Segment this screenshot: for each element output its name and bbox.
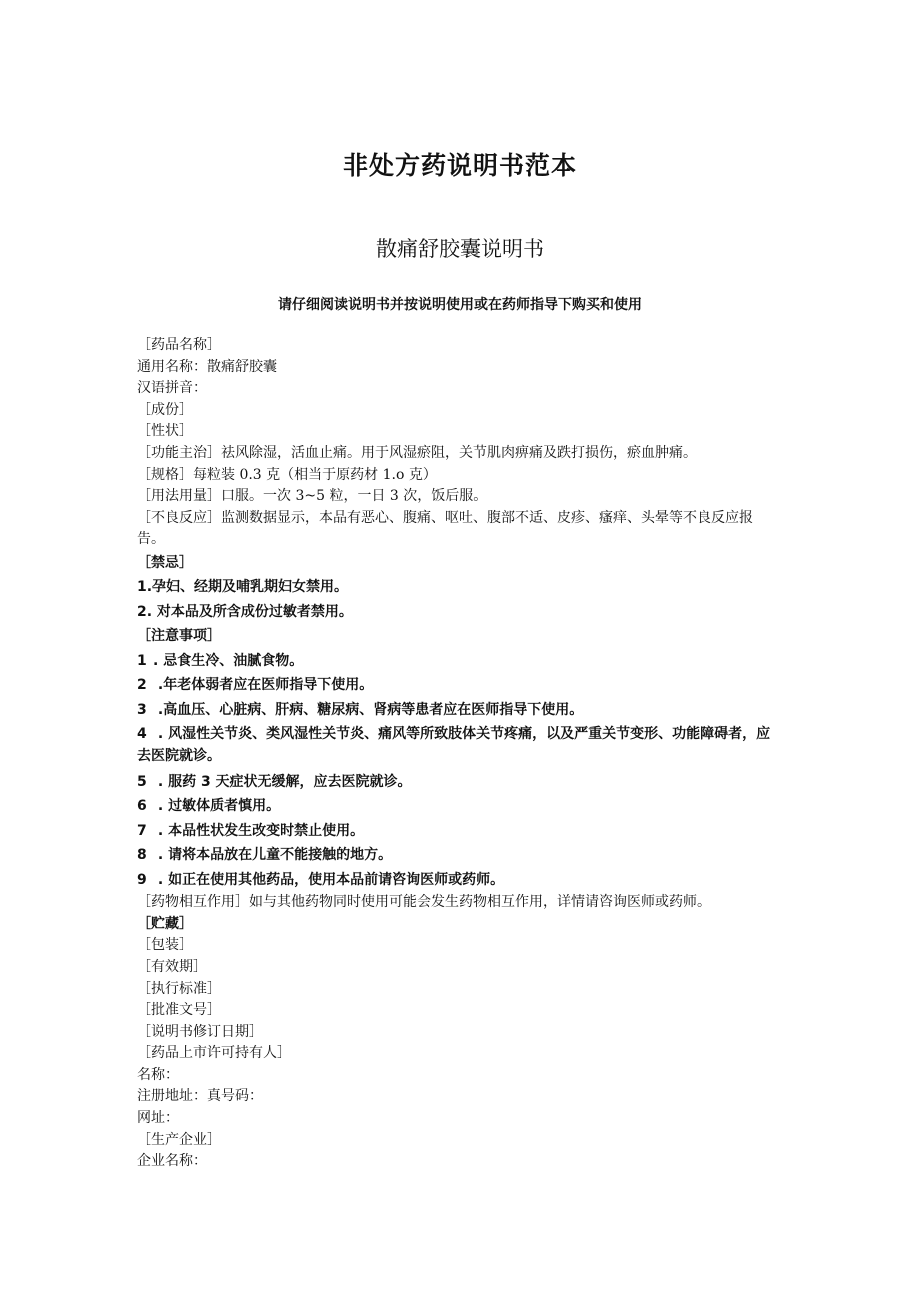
pinyin: 汉语拼音： (137, 380, 207, 397)
precaution-text: .高血压、心脏病、肝病、糖尿病、肾病等患者应在医师指导下使用。 (153, 701, 584, 718)
package-header: ［包装］ (137, 937, 193, 954)
appearance-header: ［性状］ (137, 423, 193, 440)
interactions: ［药物相互作用］如与其他药物同时使用可能会发生药物相互作用，详情请咨询医师或药师。 (137, 894, 711, 911)
contraindication-item: 1.孕妇、经期及哺乳期妇女禁用。 (137, 579, 349, 596)
precaution-item (137, 724, 777, 767)
generic-name: 通用名称：散痛舒胶囊 (137, 358, 277, 375)
standard-header: ［执行标准］ (137, 980, 221, 997)
specification: ［规格］每粒装 0.3 克（相当于原药材 1.o 克） (137, 466, 437, 483)
mah-header: ［药品上市许可持有人］ (137, 1045, 291, 1062)
manufacturer-name: 企业名称： (137, 1153, 207, 1170)
precaution-number: 7 (137, 822, 147, 839)
precaution-text: . 风湿性关节炎、类风湿性关节炎、痛风等所致肢体关节疼痛，以及严重关节变形、功能障碍者，应去医院就诊。 (137, 726, 771, 765)
dosage: ［用法用量］口服。一次 3~5 粒，一日 3 次，饭后服。 (137, 488, 488, 505)
precaution-number: 3 (137, 701, 147, 718)
precautions-header: ［注意事项］ (137, 628, 221, 645)
precaution-number: 9 (137, 871, 147, 888)
precaution-number: 4 (137, 726, 147, 743)
page-title: 非处方药说明书范本 (342, 151, 577, 180)
usage-notice: 请仔细阅读说明书并按说明使用或在药师指导下购买和使用 (278, 297, 642, 313)
precaution-number: 1 (137, 652, 147, 669)
precaution-text: .年老体弱者应在医师指导下使用。 (153, 677, 374, 694)
precaution-item (137, 698, 777, 723)
manufacturer-header: ［生产企业］ (137, 1131, 221, 1148)
mah-address: 注册地址：真号码： (137, 1088, 263, 1105)
storage-header: ［贮藏］ (137, 915, 193, 932)
precaution-text: . 如正在使用其他药品，使用本品前请咨询医师或药师。 (153, 871, 505, 888)
mah-name: 名称： (137, 1066, 179, 1083)
precaution-text: . 忌食生冷、油腻食物。 (153, 652, 304, 669)
precaution-item (137, 819, 777, 844)
precaution-item (137, 649, 777, 674)
precaution-number: 6 (137, 798, 147, 815)
contraindications-header: ［禁忌］ (137, 554, 193, 571)
contraindication-item: 2. 对本品及所含成份过敏者禁用。 (137, 603, 353, 620)
precaution-number: 5 (137, 773, 147, 790)
precaution-text: . 过敏体质者慎用。 (153, 798, 281, 815)
precaution-text: . 本品性状发生改变时禁止使用。 (153, 822, 365, 839)
precaution-number: 8 (137, 847, 147, 864)
precaution-number: 2 (137, 677, 147, 694)
ingredients-header: ［成份］ (137, 401, 193, 418)
indications: ［功能主治］祛风除湿，活血止痛。用于风湿瘀阻，关节肌肉痹痛及跌打损伤，瘀血肿痛。 (137, 444, 697, 461)
precaution-text: . 服药 3 天症状无缓解，应去医院就诊。 (153, 773, 412, 790)
revision-date-header: ［说明书修订日期］ (137, 1023, 263, 1040)
precaution-text: . 请将本品放在儿童不能接触的地方。 (153, 847, 393, 864)
precaution-item (137, 868, 777, 893)
document-title: 散痛舒胶囊说明书 (376, 237, 544, 261)
precaution-item (137, 770, 777, 795)
validity-header: ［有效期］ (137, 958, 207, 975)
mah-website: 网址： (137, 1110, 179, 1127)
precaution-item (137, 843, 777, 868)
precaution-item (137, 673, 777, 698)
leaflet-body (137, 335, 777, 1173)
precaution-item (137, 794, 777, 819)
drug-name-header: ［药品名称］ (137, 337, 221, 353)
adverse-reactions: ［不良反应］监测数据显示，本品有恶心、腹痛、呕吐、腹部不适、皮疹、瘙痒、头晕等不良反应报告。 (137, 509, 753, 548)
approval-header: ［批准文号］ (137, 1002, 221, 1019)
